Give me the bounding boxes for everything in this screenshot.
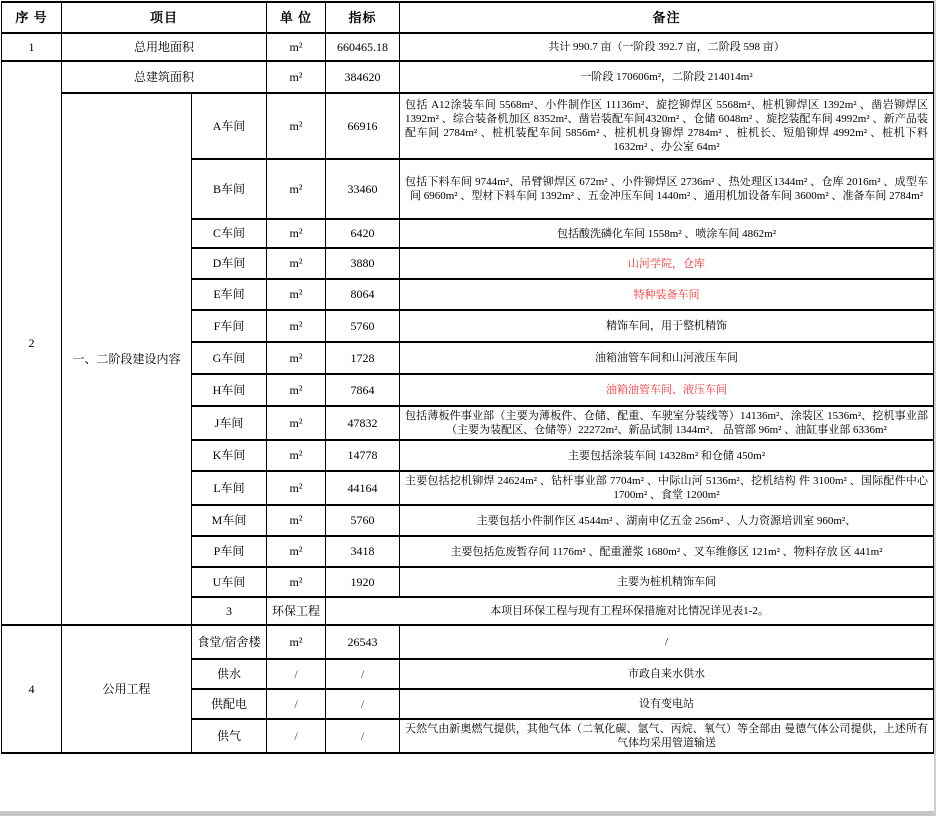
unit-cell: m² (267, 440, 326, 471)
value-cell: / (326, 689, 400, 719)
remark-cell: 山河学院，仓库 (400, 248, 934, 279)
workshop-name-cell: C车间 (192, 219, 267, 248)
utility-name-cell: 食堂/宿舍楼 (192, 625, 267, 659)
header-cell-index: 指标 (326, 2, 400, 33)
workshop-name-cell: B车间 (192, 159, 267, 219)
unit-cell: m² (267, 93, 326, 159)
value-cell: 1920 (326, 567, 400, 597)
value-cell: 7864 (326, 374, 400, 406)
unit-cell: m² (267, 536, 326, 567)
value-cell: 26543 (326, 625, 400, 659)
value-cell: / (326, 719, 400, 753)
remark-cell: 包括 A12涂装车间 5568m²、小件制作区 11136m²、旋挖铆焊区 5568m²、桩机铆焊区 1392m² 、凿岩铆焊区 1392m² 、综合装备机加区 8352m²、凿岩装配车间4320m² 、仓储 6048m² 、旋挖装配车间 4992m² 、新产品装配车间 2784m² 、桩机装配车间 5856m² 、桩机机身铆焊 2784m² 、桩机长、短船铆焊 4992m² 、桩机下料 1632m² 、办公室 64m² (400, 93, 934, 159)
remark-cell: 油箱油管车间、液压车间 (400, 374, 934, 406)
unit-cell: m² (267, 248, 326, 279)
value-cell: 47832 (326, 406, 400, 440)
value-cell: 14778 (326, 440, 400, 471)
page-edge-bottom (0, 811, 936, 816)
value-cell: 6420 (326, 219, 400, 248)
workshop-name-cell: D车间 (192, 248, 267, 279)
value-cell: 5760 (326, 310, 400, 342)
serial-cell: 1 (2, 33, 62, 61)
remark-cell: 特种装备车间 (400, 279, 934, 310)
remark-cell: 主要包括涂装车间 14328m² 和仓储 450m² (400, 440, 934, 471)
remark-cell: / (400, 625, 934, 659)
value-cell: 33460 (326, 159, 400, 219)
utility-row-canteen (2, 625, 934, 659)
remark-cell: 油箱油管车间和山河液压车间 (400, 342, 934, 374)
project-content-table (1, 1, 934, 754)
unit-cell: m² (267, 219, 326, 248)
remark-cell: 主要为桩机精饰车间 (400, 567, 934, 597)
value-cell: 8064 (326, 279, 400, 310)
value-cell: 660465.18 (326, 33, 400, 61)
remark-cell: 主要包括挖机铆焊 24624m² 、钻杆事业部 7704m² 、中际山河 5136m²、挖机结构 件 3100m² 、国际配件中心 1700m² 、食堂 1200m² (400, 471, 934, 505)
remark-cell: 包括酸洗磷化车间 1558m² 、喷涂车间 4862m² (400, 219, 934, 248)
unit-cell: m² (267, 310, 326, 342)
remark-cell: 主要包括危废暂存间 1176m² 、配重灌浆 1680m² 、叉车维修区 121m² 、物料存放 区 441m² (400, 536, 934, 567)
remark-cell: 精饰车间，用于整机精饰 (400, 310, 934, 342)
remark-cell: 一阶段 170606m²，二阶段 214014m² (400, 61, 934, 93)
remark-cell: 设有变电站 (400, 689, 934, 719)
workshop-name-cell: J车间 (192, 406, 267, 440)
table-row-total-building (2, 61, 934, 93)
workshop-name-cell: M车间 (192, 505, 267, 536)
utility-name-cell: 供水 (192, 659, 267, 689)
unit-cell: m² (267, 374, 326, 406)
serial-cell: 3 (192, 597, 267, 625)
table-header-row (2, 2, 934, 33)
value-cell: 384620 (326, 61, 400, 93)
unit-cell: / (267, 719, 326, 753)
table-row-total-land (2, 33, 934, 61)
unit-cell: m² (267, 471, 326, 505)
serial-cell: 2 (2, 61, 62, 625)
item-cell: 环保工程 (267, 597, 326, 625)
remark-cell: 市政自来水供水 (400, 659, 934, 689)
workshop-name-cell: F车间 (192, 310, 267, 342)
item-cell: 总用地面积 (62, 33, 267, 61)
utility-name-cell: 供配电 (192, 689, 267, 719)
unit-cell: m² (267, 625, 326, 659)
remark-cell: 本项目环保工程与现有工程环保措施对比情况详见表1-2。 (326, 597, 934, 625)
workshop-name-cell: E车间 (192, 279, 267, 310)
value-cell: 44164 (326, 471, 400, 505)
workshop-name-cell: P车间 (192, 536, 267, 567)
unit-cell: m² (267, 279, 326, 310)
serial-cell: 4 (2, 625, 62, 753)
value-cell: 5760 (326, 505, 400, 536)
remark-cell: 主要包括小件制作区 4544m² 、湖南申亿五金 256m² 、人力资源培训室 960m²、 (400, 505, 934, 536)
remark-cell: 共计 990.7 亩（一阶段 392.7 亩，二阶段 598 亩） (400, 33, 934, 61)
unit-cell: m² (267, 159, 326, 219)
remark-cell: 包括薄板件事业部（主要为薄板件、仓储、配重、车驶室分装线等）14136m²、涂装区 1536m²、挖机事业部（主要为装配区、仓储等）22272m²、新品试制 1344m²、 品管部 96m² 、油缸事业部 6336m² (400, 406, 934, 440)
unit-cell: m² (267, 33, 326, 61)
remark-cell: 天然气由新奥燃气提供，其他气体（二氧化碳、氩气、丙烷、氧气）等全部由 曼德气体公司提供，上述所有气体均采用管道输送 (400, 719, 934, 753)
value-cell: / (326, 659, 400, 689)
workshop-name-cell: A车间 (192, 93, 267, 159)
remark-cell: 包括下料车间 9744m²、吊臂铆焊区 672m² 、小件铆焊区 2736m² 、热处理区1344m² 、仓库 2016m² 、成型车间 6960m² 、型材下料车间 1392m² 、五金冲压车间 1440m² 、通用机加设备车间 3600m² 、准备车间 2784m² (400, 159, 934, 219)
value-cell: 3880 (326, 248, 400, 279)
utility-name-cell: 供气 (192, 719, 267, 753)
unit-cell: / (267, 689, 326, 719)
unit-cell: m² (267, 406, 326, 440)
workshop-name-cell: H车间 (192, 374, 267, 406)
workshop-name-cell: G车间 (192, 342, 267, 374)
workshop-name-cell: L车间 (192, 471, 267, 505)
workshop-name-cell: U车间 (192, 567, 267, 597)
value-cell: 3418 (326, 536, 400, 567)
unit-cell: m² (267, 342, 326, 374)
unit-cell: m² (267, 61, 326, 93)
unit-cell: m² (267, 567, 326, 597)
value-cell: 1728 (326, 342, 400, 374)
item-cell: 公用工程 (62, 625, 192, 753)
item-cell: 总建筑面积 (62, 61, 267, 93)
phase-group-label-cell: 一、二阶段建设内容 (62, 93, 192, 625)
header-cell-no: 序 号 (2, 2, 62, 33)
header-cell-remark: 备注 (400, 2, 934, 33)
header-cell-item: 项目 (62, 2, 267, 33)
workshop-name-cell: K车间 (192, 440, 267, 471)
unit-cell: m² (267, 505, 326, 536)
workshop-row-a (2, 93, 934, 159)
value-cell: 66916 (326, 93, 400, 159)
unit-cell: / (267, 659, 326, 689)
header-cell-unit: 单 位 (267, 2, 326, 33)
